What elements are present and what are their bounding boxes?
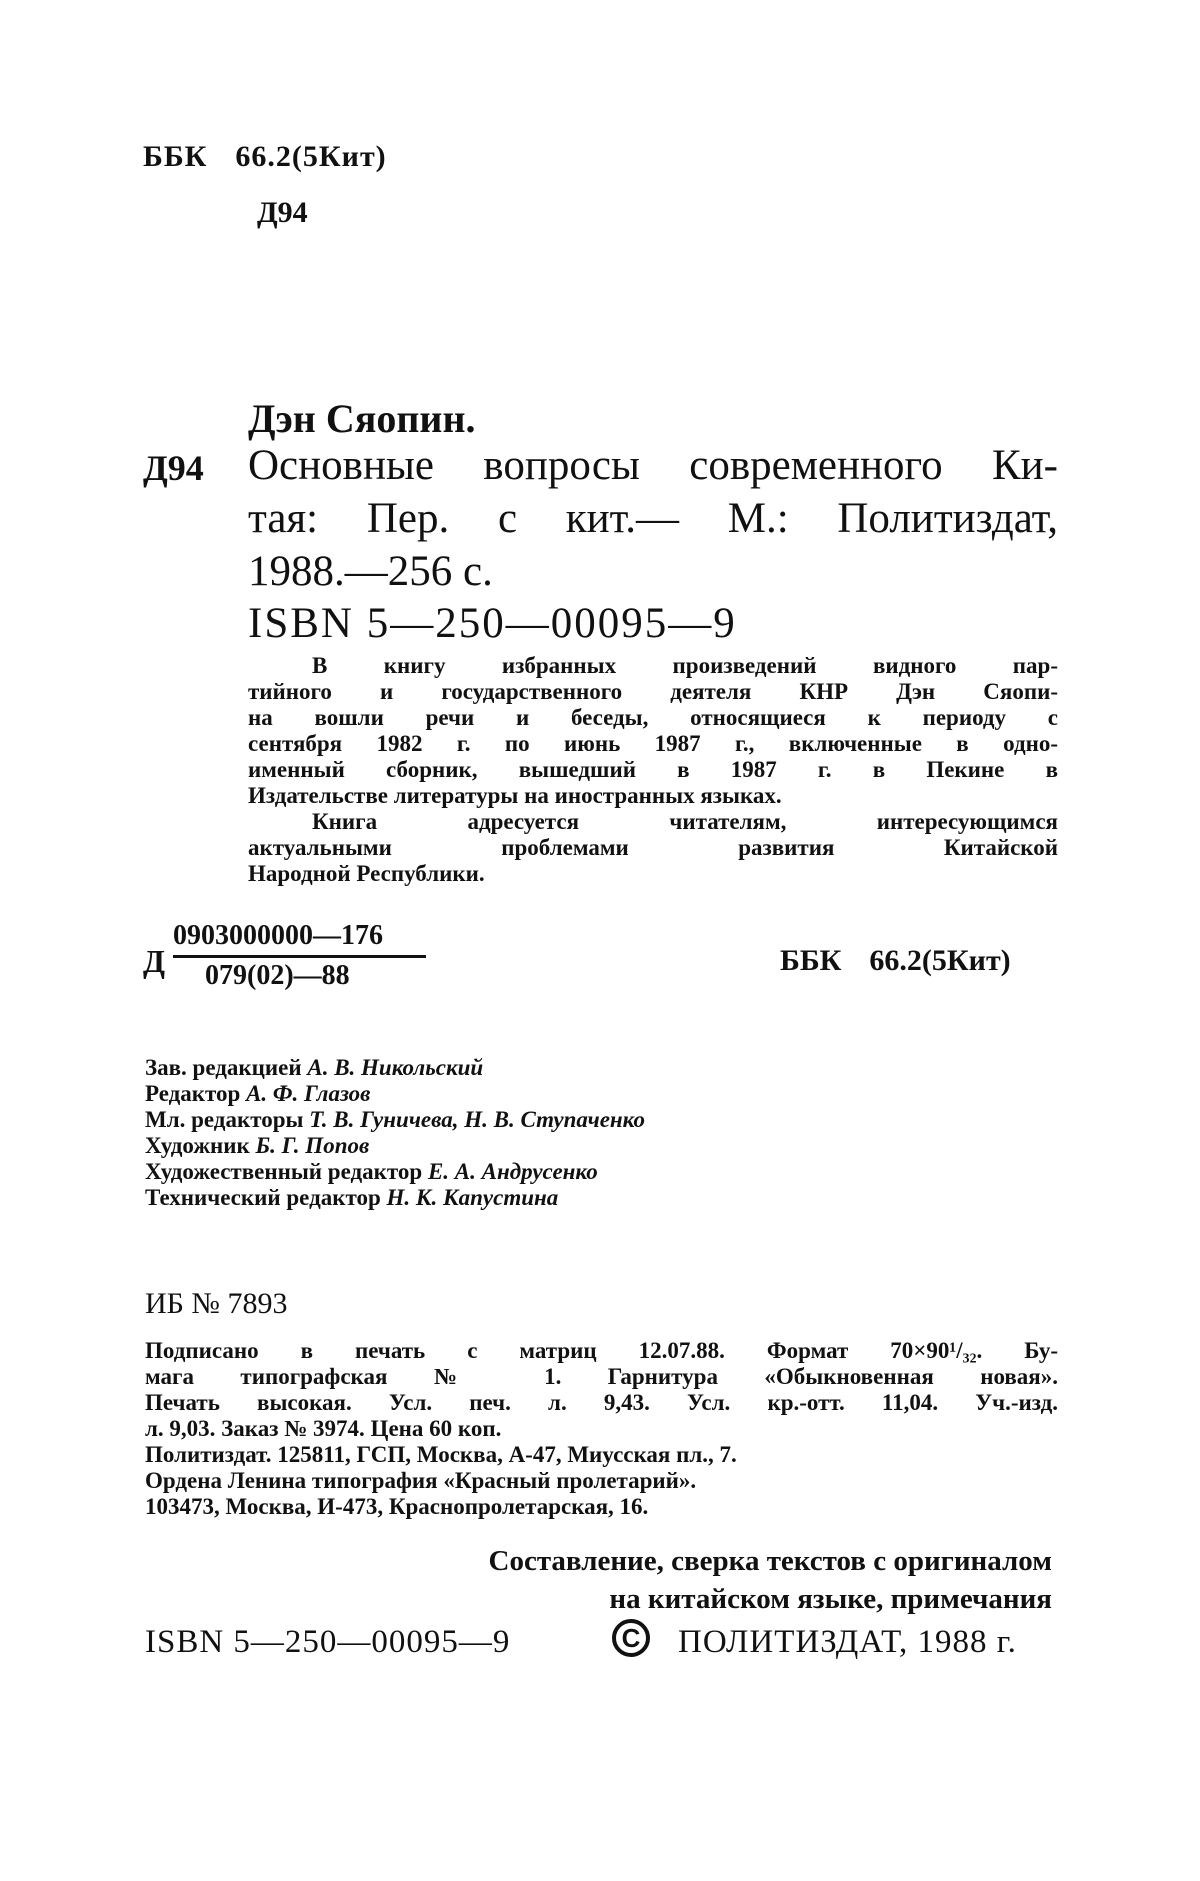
bbk-code: 66.2(5Кит)	[869, 944, 1011, 977]
credit-names: А. В. Никольский	[307, 1055, 484, 1080]
annotation-line: тийного и государственного деятеля КНР Дэн Сяопи-	[248, 679, 1058, 704]
credit-role: Художественный редактор	[145, 1159, 423, 1184]
credit-line	[145, 1107, 645, 1133]
author-mark-entry: Д94	[143, 448, 204, 488]
bbk-label: ББК	[143, 140, 208, 173]
author-mark-top: Д94	[257, 196, 308, 229]
imprint-line: 103473, Москва, И-473, Краснопролетарская, 16.	[145, 1494, 649, 1519]
credit-names: Н. К. Капустина	[386, 1185, 559, 1210]
annotation-line: В книгу избранных произведений видного пар-	[312, 653, 1058, 678]
credit-role: Художник	[145, 1133, 250, 1158]
isbn-bottom: ISBN 5—250—00095—9	[145, 1624, 511, 1660]
publisher-year: ПОЛИТИЗДАТ, 1988 г.	[678, 1624, 1017, 1660]
credit-names: Б. Г. Попов	[255, 1133, 370, 1158]
imprint-line: Печать высокая. Усл. печ. л. 9,43. Усл. кр.-отт. 11,04. Уч.-изд.	[145, 1390, 1058, 1415]
annotation-line: актуальными проблемами развития Китайской	[248, 835, 1058, 860]
credit-role: Зав. редакцией	[145, 1055, 302, 1080]
credit-names: Е. А. Андрусенко	[427, 1159, 598, 1184]
publication-code-numerator: 0903000000—176	[173, 920, 383, 951]
bbk-code: 66.2(5Кит)	[235, 140, 387, 173]
credit-line	[145, 1133, 369, 1159]
annotation-line: на вошли речи и беседы, относящиеся к периоду с	[248, 705, 1058, 730]
copyright-icon	[612, 1619, 650, 1657]
isbn-entry: ISBN 5—250—00095—9	[248, 600, 737, 647]
imprint-line: мага типографская № 1. Гарнитура «Обыкновенная новая».	[145, 1364, 1058, 1389]
credit-line	[145, 1081, 370, 1107]
title-line: Основные вопросы современного Ки-	[248, 442, 1058, 489]
compilation-note-line: Составление, сверка текстов с оригиналом	[488, 1545, 1052, 1577]
credit-line	[145, 1185, 558, 1211]
annotation-line: Издательстве литературы на иностранных языках.	[248, 783, 782, 808]
annotation-line: Книга адресуется читателям, интересующимся	[312, 809, 1058, 834]
credit-names: А. Ф. Глазов	[246, 1081, 371, 1106]
bbk-classification-top	[143, 140, 387, 174]
credit-role: Редактор	[145, 1081, 241, 1106]
annotation-line: именный сборник, вышедший в 1987 г. в Пекине в	[248, 757, 1058, 782]
title-line: тая: Пер. с кит.— М.: Политиздат,	[248, 495, 1058, 542]
compilation-note-line: на китайском языке, примечания	[609, 1583, 1052, 1615]
imprint-line: Политиздат. 125811, ГСП, Москва, А-47, Миусская пл., 7.	[145, 1442, 737, 1467]
publication-code-letter: Д	[143, 943, 166, 979]
bbk-classification-middle	[780, 944, 1011, 978]
copyright-symbol: C	[621, 1622, 641, 1653]
title-line: 1988.—256 с.	[248, 548, 493, 595]
fraction-line	[173, 955, 426, 958]
author-name: Дэн Сяопин.	[248, 396, 476, 441]
imprint-line: Подписано в печать с матриц 12.07.88. Формат 70×90¹/₃₂. Бу-	[145, 1338, 1058, 1363]
ib-number: ИБ № 7893	[145, 1287, 288, 1320]
credit-line	[145, 1055, 483, 1081]
imprint-line: Ордена Ленина типография «Красный пролетарий».	[145, 1468, 697, 1493]
credit-line	[145, 1159, 598, 1185]
credit-role: Мл. редакторы	[145, 1107, 304, 1132]
publication-code-denominator: 079(02)—88	[205, 960, 350, 991]
credit-names: Т. В. Гуничева, Н. В. Ступаченко	[309, 1107, 645, 1132]
bbk-label: ББК	[780, 944, 842, 977]
credit-role: Технический редактор	[145, 1185, 381, 1210]
imprint-line: л. 9,03. Заказ № 3974. Цена 60 коп.	[145, 1416, 502, 1441]
annotation-line: сентября 1982 г. по июнь 1987 г., включенные в одно-	[248, 731, 1058, 756]
annotation-line: Народной Республики.	[248, 861, 485, 886]
